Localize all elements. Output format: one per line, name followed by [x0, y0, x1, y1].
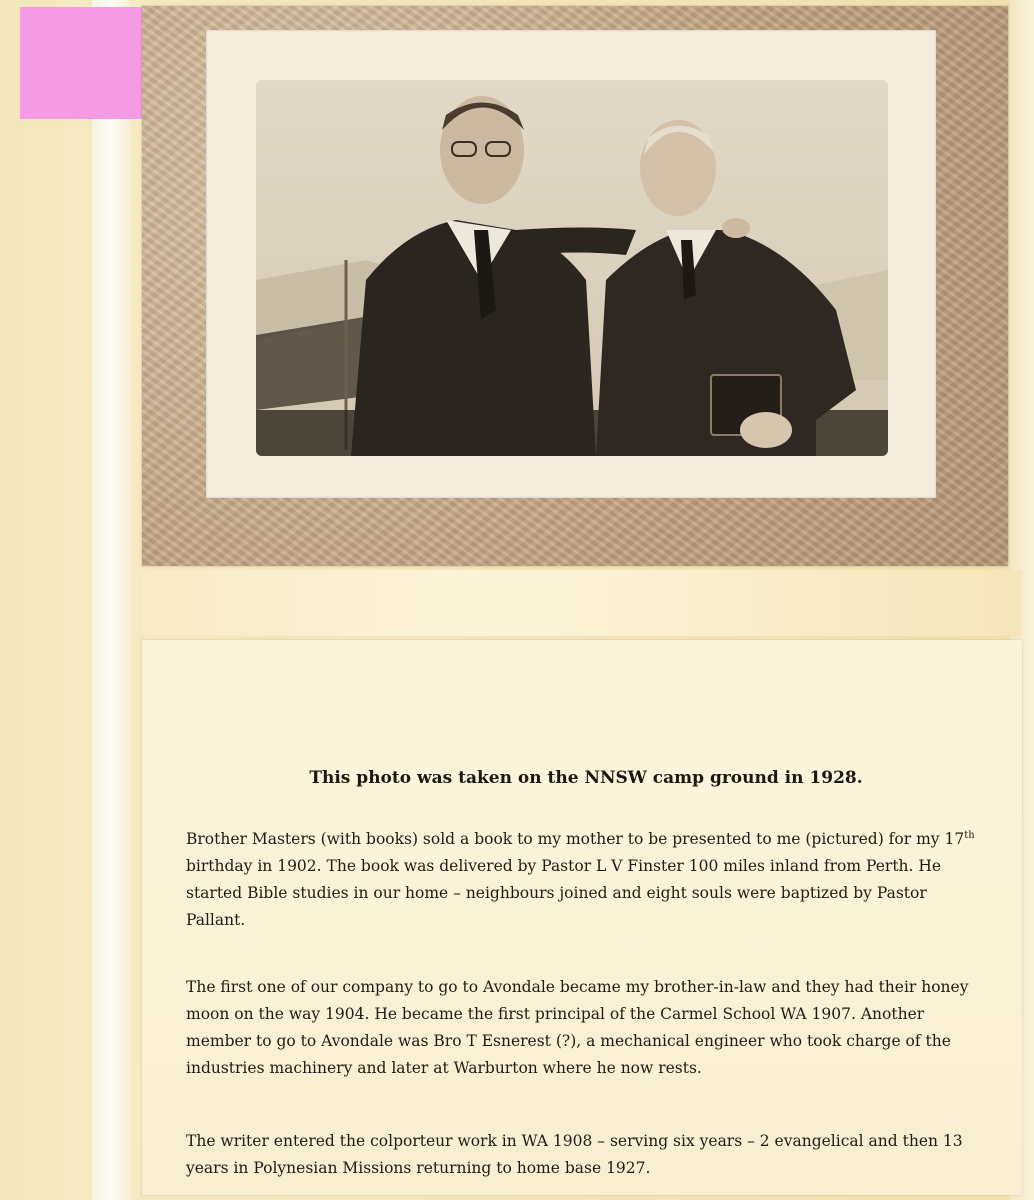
paragraph-3: The writer entered the colporteur work in WA 1908 – serving six years – 2 evangelical and then 13 years in Polynesian Missions returning to home base 1927. [186, 1132, 963, 1177]
photo-caption: This photo was taken on the NNSW camp ground in 1928. [309, 768, 863, 788]
album-binding-stripe [92, 0, 130, 1200]
paragraph-1-superscript: th [964, 829, 975, 841]
pink-sticky-note [20, 7, 142, 119]
photo-illustration [256, 80, 888, 456]
paragraph-2: The first one of our company to go to Avondale became my brother-in-law and they had their honey moon on the way 1904. He became the first principal of the Carmel School WA 1907. Another member to go to Avondale was Bro T Esnerest (?), a mechanical engineer who took charge of the industries machinery and later at Warburton where he now rests. [186, 978, 969, 1077]
paragraph-1-text-a: Brother Masters (with books) sold a book to my mother to be presented to me (pictured) for my 17 [186, 830, 965, 848]
sepia-photograph [256, 80, 888, 456]
paragraph-1 [186, 826, 976, 934]
paragraph-1-text-b: birthday in 1902. The book was delivered by Pastor L V Finster 100 miles inland from Perth. He started Bible studies in our home – neighbours joined and eight souls were baptized by Pastor Pallant. [186, 857, 942, 929]
sheet-top-band [142, 570, 1022, 636]
